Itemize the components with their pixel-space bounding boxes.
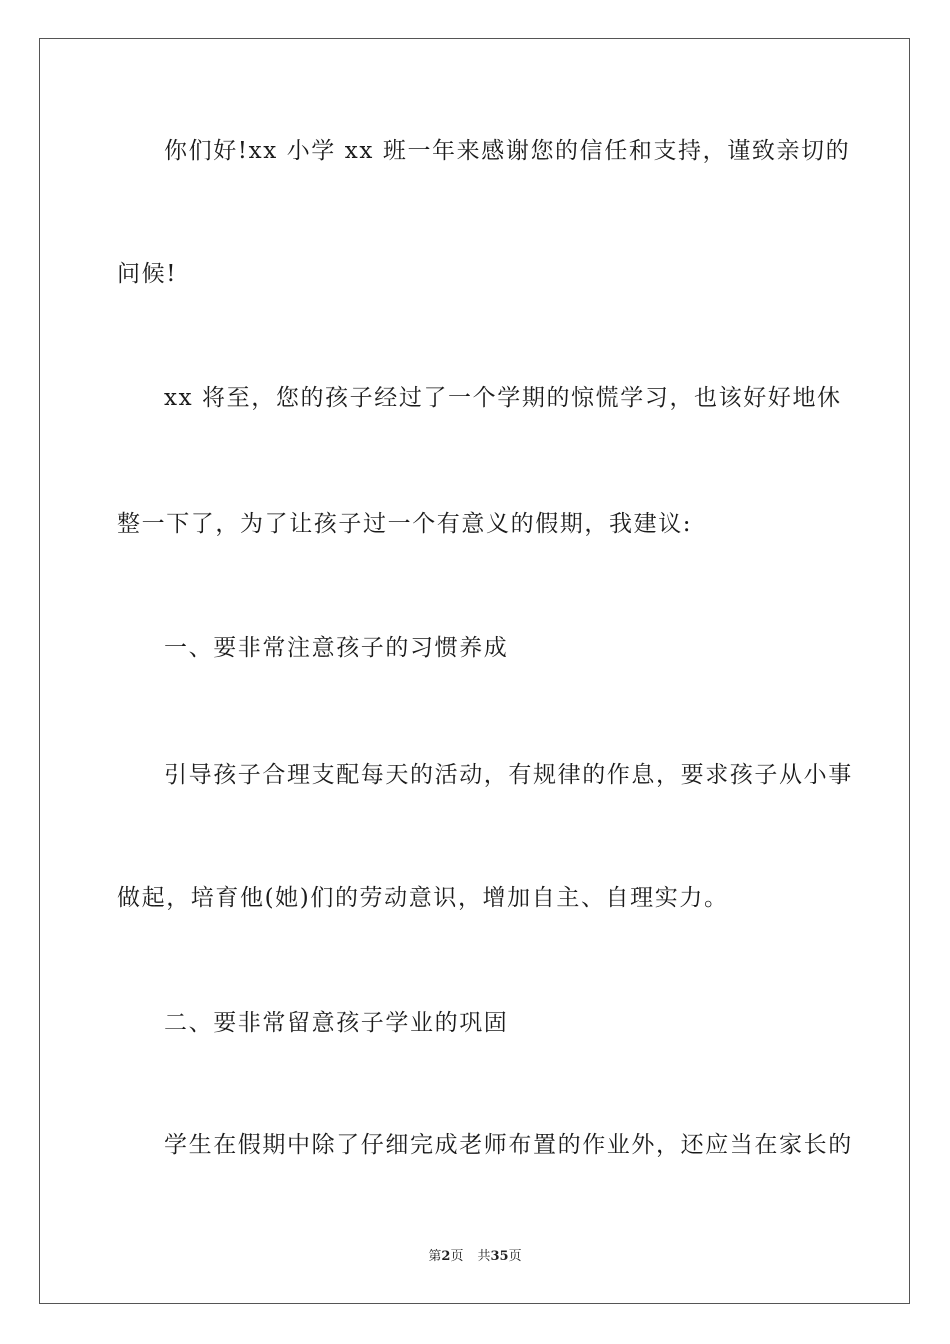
total-suffix: 页 <box>508 1249 522 1264</box>
paragraph-line-2: 问候! <box>117 261 178 287</box>
total-prefix: 共 <box>477 1249 491 1264</box>
paragraph-line-4: 整一下了，为了让孩子过一个有意义的假期，我建议: <box>117 511 693 537</box>
page-suffix: 页 <box>450 1249 464 1264</box>
paragraph-line-7: 学生在假期中除了仔细完成老师布置的作业外，还应当在家长的 <box>164 1132 853 1158</box>
total-pages: 35 <box>490 1249 509 1264</box>
section-heading-2: 二、要非常留意孩子学业的巩固 <box>164 1010 509 1036</box>
paragraph-line-3: xx 将至，您的孩子经过了一个学期的惊慌学习，也该好好地休 <box>164 385 842 411</box>
page-footer <box>0 1248 950 1266</box>
page-frame <box>39 38 910 1304</box>
page-number: 2 <box>441 1249 451 1264</box>
paragraph-line-5: 引导孩子合理支配每天的活动，有规律的作息，要求孩子从小事 <box>164 762 853 788</box>
paragraph-line-6: 做起，培育他(她)们的劳动意识，增加自主、自理实力。 <box>117 885 729 911</box>
section-heading-1: 一、要非常注意孩子的习惯养成 <box>164 635 509 661</box>
page-prefix: 第 <box>428 1249 442 1264</box>
paragraph-line-1: 你们好!xx 小学 xx 班一年来感谢您的信任和支持，谨致亲切的 <box>164 138 851 164</box>
